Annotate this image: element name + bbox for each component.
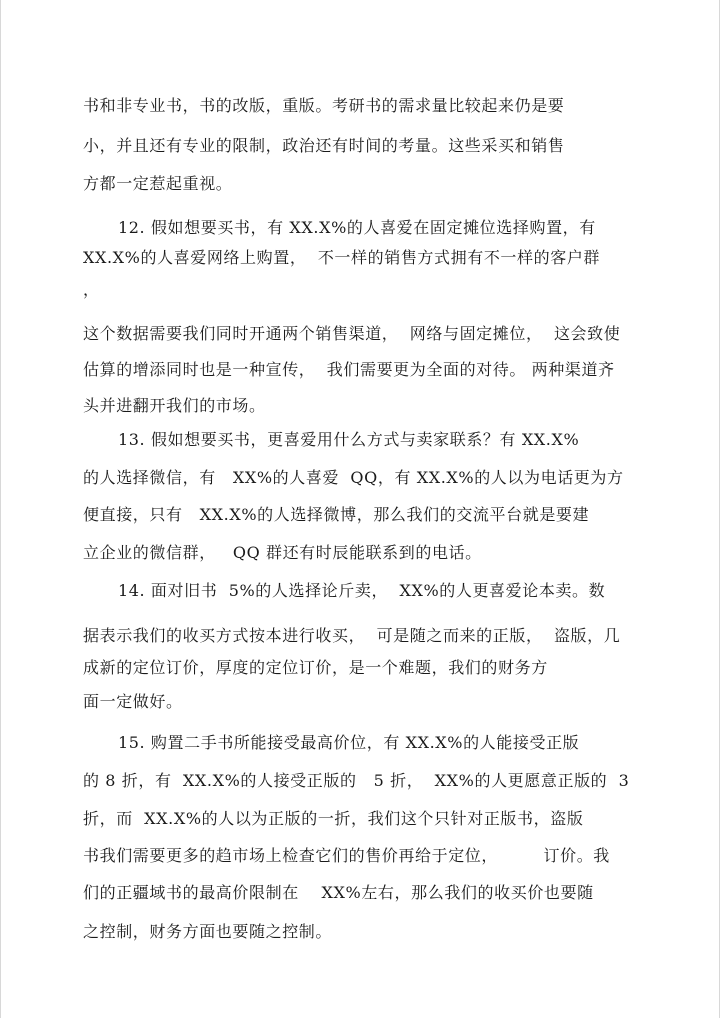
text-line: 面一定做好。 <box>83 692 183 711</box>
text-line: 折，而 XX.X%的人以为正版的一折，我们这个只针对正版书，盗版 <box>83 809 584 828</box>
text-line: 的人选择微信，有 XX%的人喜爱 QQ，有 XX.X%的人以为电话更为方 <box>83 468 624 487</box>
text-line: 小，并且还有专业的限制，政治还有时间的考量。这些采买和销售 <box>83 136 565 155</box>
text-line: 的 8 折，有 XX.X%的人接受正版的 5 折， XX%的人更愿意正版的 3 <box>83 771 630 790</box>
text-line: ， <box>83 280 100 299</box>
text-line: 书和非专业书，书的改版，重版。考研书的需求量比较起来仍是要 <box>83 96 565 115</box>
text-line: XX.X%的人喜爱网络上购置， 不一样的销售方式拥有不一样的客户群 <box>83 248 601 267</box>
text-line: 15. 购置二手书所能接受最高价位，有 XX.X%的人能接受正版 <box>118 733 580 752</box>
text-line: 据表示我们的收买方式按本进行收买， 可是随之而来的正版， 盗版，几 <box>83 626 621 645</box>
text-line: 书我们需要更多的趋市场上检查它们的售价再给于定位， 订价。我 <box>83 846 610 865</box>
text-line: 便直接，只有 XX.X%的人选择微博，那么我们的交流平台就是要建 <box>83 505 590 524</box>
text-line: 们的正疆域书的最高价限制在 XX%左右，那么我们的收买价也要随 <box>83 883 594 902</box>
text-line: 方都一定惹起重视。 <box>83 174 233 193</box>
text-line: 头并进翻开我们的市场。 <box>83 396 266 415</box>
text-line: 之控制，财务方面也要随之控制。 <box>83 922 333 941</box>
text-line: 13. 假如想要买书，更喜爱用什么方式与卖家联系？有 XX.X% <box>118 430 580 449</box>
text-line: 14. 面对旧书 5%的人选择论斤卖， XX%的人更喜爱论本卖。数 <box>118 581 606 600</box>
text-line: 这个数据需要我们同时开通两个销售渠道， 网络与固定摊位， 这会致使 <box>83 324 621 343</box>
text-line: 12. 假如想要买书，有 XX.X%的人喜爱在固定摊位选择购置，有 <box>118 218 596 237</box>
text-line: 估算的增添同时也是一种宣传， 我们需要更为全面的对待。 两种渠道齐 <box>83 360 615 379</box>
text-line: 立企业的微信群， QQ 群还有时辰能联系到的电话。 <box>83 543 482 562</box>
text-line: 成新的定位订价，厚度的定位订价，是一个难题，我们的财务方 <box>83 658 548 677</box>
